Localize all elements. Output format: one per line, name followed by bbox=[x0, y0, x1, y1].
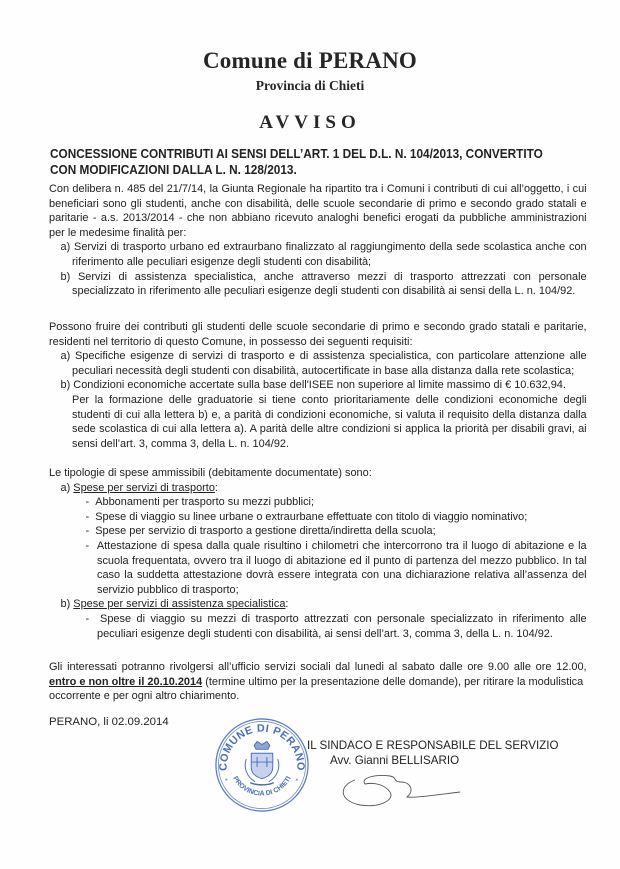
group-title: Spese per servizi di trasporto bbox=[73, 481, 215, 494]
text-line: Possono fruire dei contributi gli studenti delle scuole secondarie di primo e secondo grado statali e paritarie, bbox=[49, 321, 587, 333]
text-line bbox=[61, 270, 587, 285]
subject-heading-line: CONCESSIONE CONTRIBUTI AI SENSI DELL’ART. 1 DEL D.L. N. 104/2013, CONVERTITO bbox=[50, 147, 543, 161]
text-line: Le tipologie di spese ammissibili (debitamente documentate) sono: bbox=[49, 467, 372, 479]
requirement-item-b bbox=[49, 378, 587, 393]
municipality-title: Comune di PERANO bbox=[202, 48, 418, 73]
stamp-star-right: * bbox=[295, 778, 299, 785]
province-subtitle: Provincia di Chieti bbox=[255, 78, 365, 93]
requirements-paragraph bbox=[49, 320, 587, 451]
intro-item-b bbox=[49, 270, 587, 285]
text-line: paritarie - a.s. 2013/2014 - che non abbiano ricevuto analoghi benefici erogati da pubbliche amministrazioni bbox=[49, 212, 587, 225]
item-text: Servizi di assistenza specialistica, anche attraverso mezzi di trasporto attrezzati con personale bbox=[77, 270, 587, 283]
item-label: a) bbox=[60, 350, 71, 363]
expense-item-cont bbox=[49, 554, 587, 598]
text-line bbox=[85, 539, 586, 554]
bullet: - bbox=[85, 539, 90, 552]
text-line: peculiari esigenze degli studenti con disabilità, ai sensi dell’art. 3, comma 3, della L. n. 104/92. bbox=[97, 627, 553, 640]
item-text: Abbonamenti per trasporto su mezzi pubblici; bbox=[95, 496, 315, 509]
item-text: Attestazione di spesa dalla quale risultino i chilometri che intercorrono tra il luogo di abitazione e la bbox=[96, 539, 587, 552]
intro-paragraph bbox=[49, 182, 587, 299]
text-line bbox=[61, 349, 587, 364]
intro-item-b-cont bbox=[49, 284, 587, 299]
text-line: b) Spese per servizi di assistenza specialistica: bbox=[60, 598, 289, 611]
deadline: entro e non oltre il 20.10.2014 bbox=[49, 675, 203, 688]
text-line: peculiari necessità degli studenti con disabilità, autocertificate in base alla distanza dalla rete scolastica; bbox=[72, 364, 575, 377]
signature-stroke bbox=[343, 775, 460, 805]
text-line: a) Spese per servizi di trasporto: bbox=[60, 481, 218, 494]
item-text: Spese di viaggio su linee urbane o extraurbane effettuate con titolo di viaggio nominativo; bbox=[95, 510, 528, 523]
text-line bbox=[85, 510, 586, 525]
text-line: sede scolastica di cui alla lettera a). A parità delle altre condizioni si applica la priorità per disabili gravi, ai bbox=[72, 423, 587, 436]
stamp-bottom-text: PROVINCIA DI CHIETI bbox=[231, 775, 293, 798]
item-text: Specifiche esigenze di servizi di trasporto e di assistenza specialistica, con particolare attenzione alle bbox=[75, 350, 587, 363]
subject-heading-line: CON MODIFICAZIONI DALLA L. N. 128/2013. bbox=[50, 163, 297, 177]
text-line: caso la suddetta attestazione dovrà essere integrata con una dichiarazione relativa all’assenza del bbox=[97, 569, 587, 582]
text-line bbox=[61, 378, 587, 393]
text-line bbox=[85, 524, 586, 539]
text-line: Con delibera n. 485 del 21/7/14, la Giunta Regionale ha ripartito tra i Comuni i contributi di cui all’oggetto, i cui bbox=[49, 183, 587, 195]
text-line: servizio pubblico di trasporto; bbox=[97, 583, 239, 596]
text-line: per le medesime finalità per: bbox=[49, 226, 187, 239]
notice-title: AVVISO bbox=[259, 112, 361, 133]
item-text: Servizi di trasporto urbano ed extraurbano finalizzato al raggiungimento della sede scolastica anche con bbox=[74, 241, 587, 254]
expense-item-cont bbox=[49, 627, 587, 642]
expense-item bbox=[49, 612, 587, 627]
bullet: - bbox=[85, 612, 90, 625]
text-line: riferimento alle peculiari esigenze degli studenti con disabilità; bbox=[72, 255, 372, 268]
expense-group-b-title bbox=[49, 597, 587, 612]
municipal-stamp bbox=[213, 716, 311, 814]
item-text: (termine ultimo per la presentazione delle domande), per ritirare la modulistica bbox=[202, 675, 584, 688]
expense-group-a-title bbox=[49, 481, 587, 496]
closing-paragraph bbox=[49, 660, 587, 704]
item-text: Spese per servizio di trasporto a gestione diretta/indiretta della scuola; bbox=[95, 525, 436, 538]
text-line bbox=[49, 675, 587, 690]
handwritten-signature bbox=[335, 770, 465, 808]
text-line: Per la formazione delle graduatorie si tiene conto prioritariamente delle condizioni economiche degli bbox=[72, 393, 587, 406]
stamp-top-text: COMUNE DI PERANO bbox=[217, 722, 307, 771]
text-line: Gli interessati potranno rivolgersi all’ufficio servizi sociali dal lunedi al sabato dalle ore 9.00 alle ore 12.00, bbox=[49, 661, 587, 673]
item-text: Spese di viaggio su mezzi di trasporto attrezzati con personale specializzato in riferimento alle bbox=[100, 612, 587, 625]
intro-item-a bbox=[49, 240, 587, 255]
text-line: occorrente e per ogni altro chiarimento. bbox=[49, 690, 240, 703]
intro-item-a-cont bbox=[49, 255, 587, 270]
expenses-section bbox=[49, 466, 587, 641]
text-line: beneficiari sono gli studenti, anche con disabilità, delle scuole secondarie di primo e secondo grado statali e bbox=[49, 197, 587, 210]
text-line: scuola frequentata, ovvero tra il luogo di abitazione ed il punto di partenza del mezzo pubblico. In tal bbox=[97, 554, 587, 567]
requirement-item-a-cont bbox=[49, 364, 587, 379]
text-line bbox=[61, 240, 587, 255]
item-text: Condizioni economiche accertate sulla base dell'ISEE non superiore al limite massimo di € 10.632,94. bbox=[73, 379, 566, 392]
item-label: b) bbox=[60, 598, 71, 611]
requirement-item-b-cont bbox=[49, 393, 587, 451]
subject-heading bbox=[50, 146, 552, 178]
stamp-star-left: * bbox=[224, 778, 228, 785]
text-line bbox=[85, 495, 586, 510]
bullet: - bbox=[85, 525, 90, 538]
item-label: a) bbox=[60, 481, 71, 494]
bullet: - bbox=[85, 496, 90, 509]
item-label: b) bbox=[60, 270, 71, 283]
text-line: studenti di cui alla lettera b) e, a parità di condizioni economiche, si valuta il requisito della distanza dalla bbox=[72, 408, 587, 421]
text-line: residenti nel territorio di questo Comune, in possesso dei seguenti requisiti: bbox=[49, 335, 413, 348]
place-date: PERANO, li 02.09.2014 bbox=[49, 716, 169, 728]
text-line: sensi dell’art. 3, comma 3, della L. n. 104/92. bbox=[72, 437, 290, 450]
group-title: Spese per servizi di assistenza specialistica bbox=[73, 598, 286, 611]
coat-of-arms-icon bbox=[245, 741, 279, 784]
text-line bbox=[85, 612, 586, 627]
expense-item bbox=[49, 495, 587, 553]
signer-name: Avv. Gianni BELLISARIO bbox=[330, 754, 460, 767]
requirement-item-a bbox=[49, 349, 587, 364]
item-label: b) bbox=[60, 379, 71, 392]
bullet: - bbox=[85, 510, 90, 523]
signer-title: IL SINDACO E RESPONSABILE DEL SERVIZIO bbox=[307, 739, 559, 752]
text-line: specializzato in riferimento alle peculiari esigenze degli studenti con disabilità ai sensi della L. n. 104/92. bbox=[72, 285, 576, 298]
item-label: a) bbox=[60, 241, 71, 254]
